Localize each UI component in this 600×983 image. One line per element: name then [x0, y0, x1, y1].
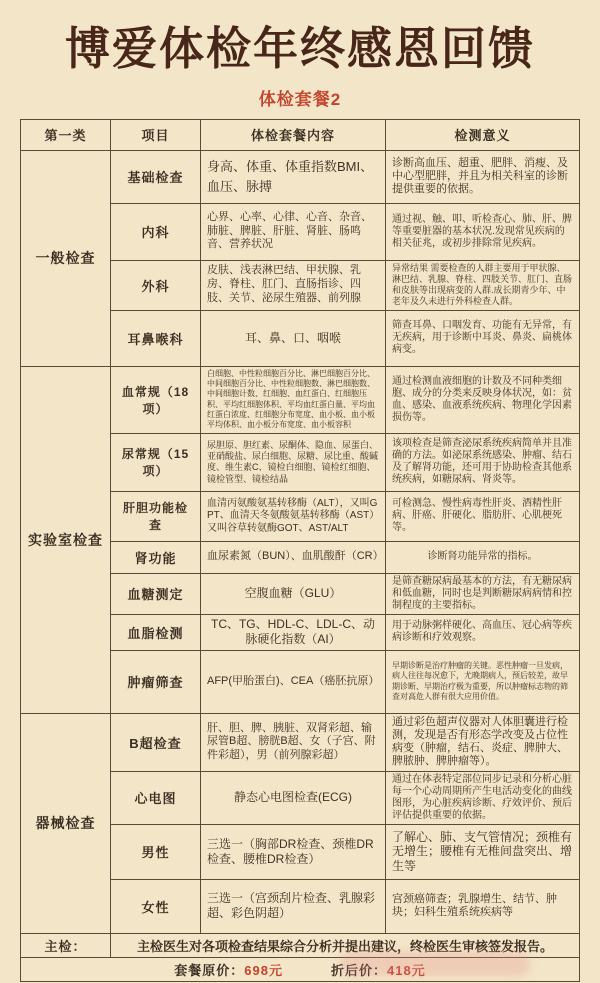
content-surgery: 皮肤、浅表淋巴结、甲状腺、乳房、脊柱、肛门、直肠指诊、四肢、关节、泌尿生殖器、前列腺 [201, 260, 386, 310]
meaning-male: 了解心、肺、支气管情况；颈椎有无增生；腰椎有无椎间盘突出、增生等 [386, 824, 580, 879]
package-subtitle: 体检套餐2 [258, 89, 342, 109]
item-liver-function: 肝胆功能检查 [111, 491, 201, 541]
content-blood-lipids: TC、TG、HDL-C、LDL-C、动脉硬化指数（AI） [201, 614, 386, 650]
meaning-ultrasound: 通过彩色超声仪器对人体胆囊进行检测，发现是否有形态学改变及占位性病变（肿瘤，结石、炎症、脾肿大、脾脓肿、脾肿瘤等）。 [386, 713, 580, 771]
page-title: 博爱体检年终感恩回馈 [64, 24, 535, 74]
table-row [21, 366, 580, 433]
header-meaning: 检测意义 [386, 119, 580, 150]
item-ent: 耳鼻喉科 [111, 310, 201, 366]
meaning-blood-lipids: 用于动脉粥样硬化、高血压、冠心病等疾病诊断和疗效观察。 [386, 614, 580, 650]
original-price [174, 960, 283, 979]
item-blood-glucose: 血糖测定 [111, 573, 201, 614]
content-male: 三选一（胸部DR检查、颈椎DR检查、腰椎DR检查） [201, 824, 386, 879]
category-general: 一般检查 [21, 150, 111, 366]
meaning-internal-medicine: 通过视、触、叩、听检查心、肺、肝、脾等重要脏器的基本状况.发现常见疾病的相关征兆，或初步排除常见疾病。 [386, 203, 580, 260]
content-ecg: 静态心电图检查(ECG) [201, 771, 386, 824]
meaning-blood-routine: 通过检测血液细胞的计数及不同种类细胞、成分的分类来反映身体状况，如：贫血、感染、血液系统疾病、物理化学因素损伤等。 [386, 366, 580, 433]
original-price-label: 套餐原价： [174, 962, 245, 978]
original-price-value: 698元 [244, 962, 283, 978]
item-ultrasound: B超检查 [111, 713, 201, 771]
content-tumor-screening: AFP(甲胎蛋白)、CEA（癌胚抗原） [201, 650, 386, 713]
content-kidney-function: 血尿素氮（BUN）、血肌酸酐（CR） [201, 541, 386, 573]
meaning-urine-routine: 该项检查是筛查泌尿系统疾病简单并且准确的方法。如泌尿系统感染、肿瘤、结石及了解肾功能，还可用于协助检查其他系统疾病，如糖尿病、肾炎等。 [386, 433, 580, 491]
content-liver-function: 血清丙氨酸氨基转移酶（ALT），又叫GPT、血清天冬氨酸氨基转移酶（AST）又叫谷草转氨酶GOT、AST/ALT [201, 491, 386, 541]
content-basic-check: 身高、体重、体重指数BMI、血压、脉搏 [201, 150, 386, 203]
discount-price-value: 418元 [387, 962, 426, 978]
meaning-surgery: 异常结果 需要检查的人群主要用于甲状腺、淋巴结、乳腺、脊柱、四肢关节、肛门、直肠和皮肤等出现病变的人群.成长期青少年、中老年及久未进行外科检查人群。 [386, 260, 580, 310]
watermark-smudge [340, 952, 530, 976]
table-header-row [21, 119, 580, 150]
content-internal-medicine: 心界、心率、心律、心音、杂音、肺脏、脾脏、肝脏、肾脏、肠鸣音、营养状况 [201, 203, 386, 260]
item-blood-routine: 血常规（18项） [111, 366, 201, 433]
meaning-blood-glucose: 是筛查糖尿病最基本的方法，有无糖尿病和低血糖，同时也是判断糖尿病病情和控制程度的主要指标。 [386, 573, 580, 614]
item-female: 女性 [111, 879, 201, 933]
table-row [21, 150, 580, 203]
item-basic-check: 基础检查 [111, 150, 201, 203]
item-tumor-screening: 肿瘤筛查 [111, 650, 201, 713]
item-kidney-function: 肾功能 [111, 541, 201, 573]
checkup-package-table [20, 119, 580, 982]
summary-label: 主检： [21, 933, 111, 957]
summary-text: 主检医生对各项检查结果综合分析并提出建议，终检医生审核签发报告。 [111, 933, 580, 957]
meaning-liver-function: 可检测急、慢性病毒性肝炎、酒精性肝病、肝癌、肝硬化、脂肪肝、心肌梗死等。 [386, 491, 580, 541]
meaning-ecg: 通过在体表特定部位同步记录和分析心脏每一个心动周期所产生电活动变化的曲线图形，为心脏疾病诊断、疗效评价、预后评估提供重要的依据。 [386, 771, 580, 824]
item-male: 男性 [111, 824, 201, 879]
meaning-female: 宫颈癌筛查；乳腺增生、结节、肿块；妇科生殖系统疾病等 [386, 879, 580, 933]
meaning-kidney-function: 诊断肾功能异常的指标。 [386, 541, 580, 573]
content-ent: 耳、鼻、口、咽喉 [201, 310, 386, 366]
header-item: 项目 [111, 119, 201, 150]
header-content: 体检套餐内容 [201, 119, 386, 150]
meaning-tumor-screening: 早期诊断是治疗肿瘤的关键。恶性肿瘤一旦发病，病人往往每况愈下，尤晚期病人，预后较差，故早期诊断、早期治疗极为重要，所以肿瘤标志物的筛查对高危人群有很大应用价值。 [386, 650, 580, 713]
item-blood-lipids: 血脂检测 [111, 614, 201, 650]
table-row [21, 713, 580, 771]
item-internal-medicine: 内科 [111, 203, 201, 260]
item-ecg: 心电图 [111, 771, 201, 824]
content-female: 三选一（宫颈刮片检查、乳腺彩超、彩色阴超） [201, 879, 386, 933]
category-instrument: 器械检查 [21, 713, 111, 933]
content-blood-glucose: 空腹血糖（GLU） [201, 573, 386, 614]
content-blood-routine: 白细胞、中性粒细胞百分比、淋巴细胞百分比、中间细胞百分比、中性粒细胞数、淋巴细胞数、中间细胞计数、红细胞、血红蛋白、红细胞压积、平均红细胞体积、平均血红蛋白量、平均血红蛋白浓度、红细胞分布宽度、血小板、血小板平均体积、血小板分布宽度、血小板容积 [201, 366, 386, 433]
content-ultrasound: 肝、胆、脾、胰脏、双肾彩超、输尿管B超、膀胱B超、女（子宫、附件彩超），男（前列腺彩超） [201, 713, 386, 771]
meaning-ent: 筛查耳鼻、口咽发育、功能有无异常，有无疾病，用于诊断中耳炎、鼻炎、扁桃体病变。 [386, 310, 580, 366]
discount-price-label: 折后价： [331, 962, 388, 978]
item-surgery: 外科 [111, 260, 201, 310]
content-urine-routine: 尿胆原、胆红素、尿酮体、隐血、尿蛋白、亚硝酸盐、尿白细胞、尿糖、尿比重、酸碱度、维生素C、镜检白细胞、镜检红细胞、镜检管型、镜检结晶 [201, 433, 386, 491]
meaning-basic-check: 诊断高血压、超重、肥胖、消瘦、及中心型肥胖，并且为相关科室的诊断提供重要的依据。 [386, 150, 580, 203]
category-laboratory: 实验室检查 [21, 366, 111, 713]
header-category: 第一类 [21, 119, 111, 150]
item-urine-routine: 尿常规（15项） [111, 433, 201, 491]
